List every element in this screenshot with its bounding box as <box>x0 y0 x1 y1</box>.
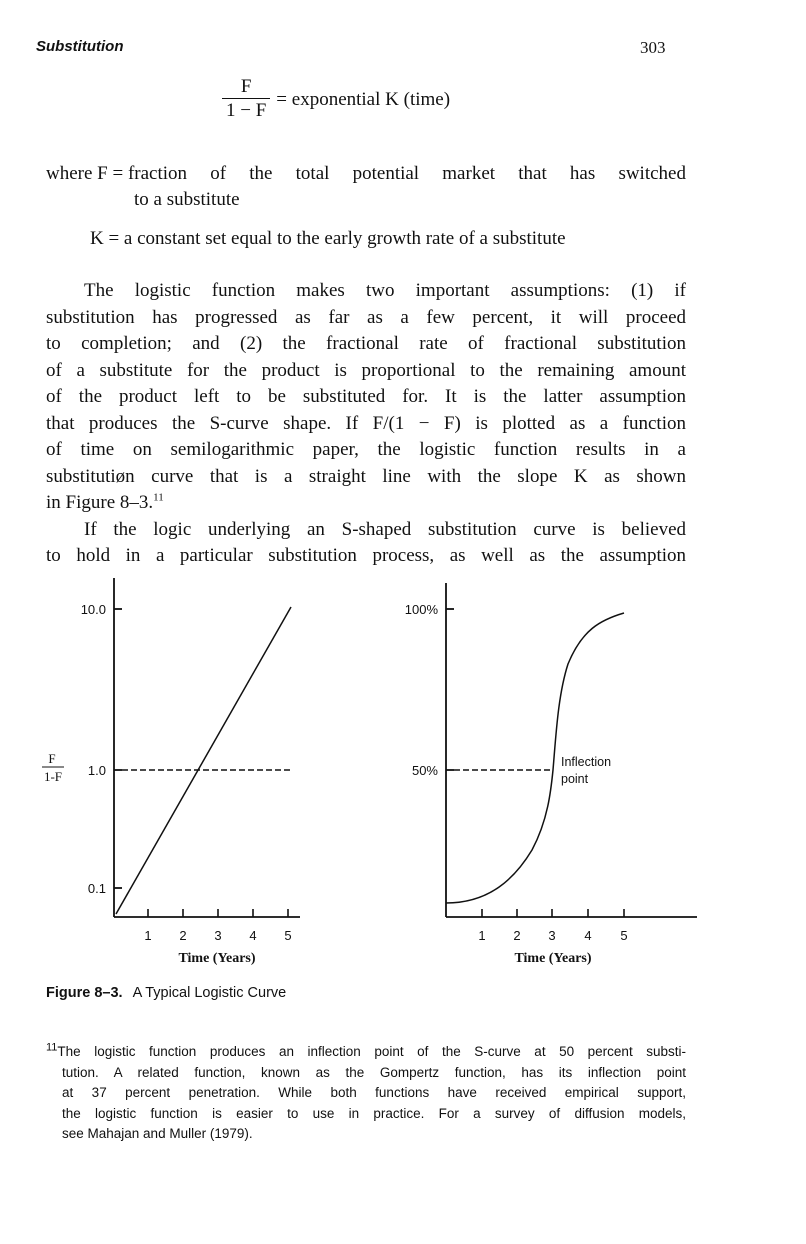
paragraph-line <box>46 490 686 517</box>
paragraph-line: The logistic function makes two important assumptions: (1) if <box>84 280 686 301</box>
left-y-tick-label: 1.0 <box>87 763 106 778</box>
word: potential <box>352 163 420 184</box>
right-x-tick-label: 1 <box>478 928 486 943</box>
footnote-ref: 11 <box>153 491 164 504</box>
definition-f-line1 <box>46 161 686 188</box>
running-title: Substitution <box>36 38 124 55</box>
paragraph-line: substitutiøn curve that is a straight line with the slope K as shown <box>46 465 686 487</box>
footnote-line <box>46 1042 686 1063</box>
left-x-tick-label: 3 <box>214 928 222 943</box>
right-x-tick-label: 3 <box>548 928 556 943</box>
footnote-line: the logistic function is easier to use in practice. For a survey of diffusion models, <box>62 1105 686 1121</box>
paragraph-line: If the logic underlying an S-shaped substitution curve is believed <box>84 518 686 540</box>
footnote-line: at 37 percent penetration. While both functions have received empirical support, <box>62 1085 686 1100</box>
caption-text: A Typical Logistic Curve <box>132 985 287 1001</box>
svg-text:F: F <box>48 751 56 766</box>
footnote-line: see Mahajan and Muller (1979). <box>62 1126 253 1141</box>
left-x-ticks <box>148 909 288 917</box>
left-series-line <box>116 607 291 914</box>
caption-label: Figure 8–3. <box>46 985 123 1001</box>
right-y-tick-label: 100% <box>404 602 438 617</box>
footnote-line: tution. A related function, known as the Gompertz function, has its inflection point <box>62 1064 686 1080</box>
logistic-equation <box>222 76 450 123</box>
right-x-ticks <box>482 909 624 917</box>
paragraph-line: of time on semilogarithmic paper, the logistic function results in a <box>46 439 686 460</box>
right-x-axis-label: Time (Years) <box>514 951 592 966</box>
footnote-marker: 11 <box>46 1041 58 1054</box>
word: market <box>442 163 496 184</box>
equation-fraction <box>222 76 270 123</box>
right-x-tick-label: 2 <box>513 928 521 943</box>
inflection-label-line1: Inflection <box>561 755 612 769</box>
right-x-tick-label: 5 <box>620 928 628 943</box>
word: of <box>210 163 227 184</box>
paragraph-line-text: in Figure 8–3. <box>46 492 154 513</box>
paragraph-line: of a substitute for the product is proportional to the remaining amount <box>46 359 686 381</box>
figure-caption <box>46 985 286 1001</box>
word: that <box>518 163 547 184</box>
paragraph-line: to completion; and (2) the fractional rate of fractional substitution <box>46 333 686 354</box>
equation-rhs: = exponential K (time) <box>276 88 451 110</box>
paragraph-line: to hold in a particular substitution process, as well as the assumption <box>46 545 686 566</box>
equation-numerator: F <box>240 76 252 97</box>
left-x-tick-label: 1 <box>144 928 152 943</box>
left-y-label <box>42 751 64 784</box>
word: where F = fraction <box>46 163 188 184</box>
left-x-tick-label: 2 <box>179 928 187 943</box>
left-y-tick-label: 10.0 <box>80 602 106 617</box>
equation-denominator: 1 − F <box>222 98 270 123</box>
inflection-label-line2: point <box>561 772 589 786</box>
figure-logistic-curves <box>0 560 806 980</box>
left-x-axis-label: Time (Years) <box>178 951 256 966</box>
paragraph-line: of the product left to be substituted for. It is the latter assumption <box>46 386 686 407</box>
right-x-tick-label: 4 <box>584 928 592 943</box>
left-x-tick-label: 5 <box>284 928 292 943</box>
word: the <box>249 163 273 184</box>
word: switched <box>618 163 686 184</box>
definition-f-line2: to a substitute <box>134 189 240 210</box>
word: has <box>569 163 596 184</box>
right-y-tick-label: 50% <box>411 763 438 778</box>
definition-k: K = a constant set equal to the early growth rate of a substitute <box>90 228 566 249</box>
svg-text:1-F: 1-F <box>43 769 63 784</box>
word: total <box>295 163 330 184</box>
paragraph-line: substitution has progressed as far as a few percent, it will proceed <box>46 306 686 328</box>
left-y-tick-label: 0.1 <box>87 881 106 896</box>
page-number: 303 <box>640 38 666 57</box>
left-x-tick-label: 4 <box>249 928 257 943</box>
footnote <box>46 1042 686 1145</box>
paragraph-line: that produces the S-curve shape. If F/(1 − F) is plotted as a function <box>46 412 686 434</box>
footnote-line-text: The logistic function produces an inflection point of the S-curve at 50 percent substi- <box>57 1044 686 1059</box>
body-paragraph <box>46 278 686 570</box>
